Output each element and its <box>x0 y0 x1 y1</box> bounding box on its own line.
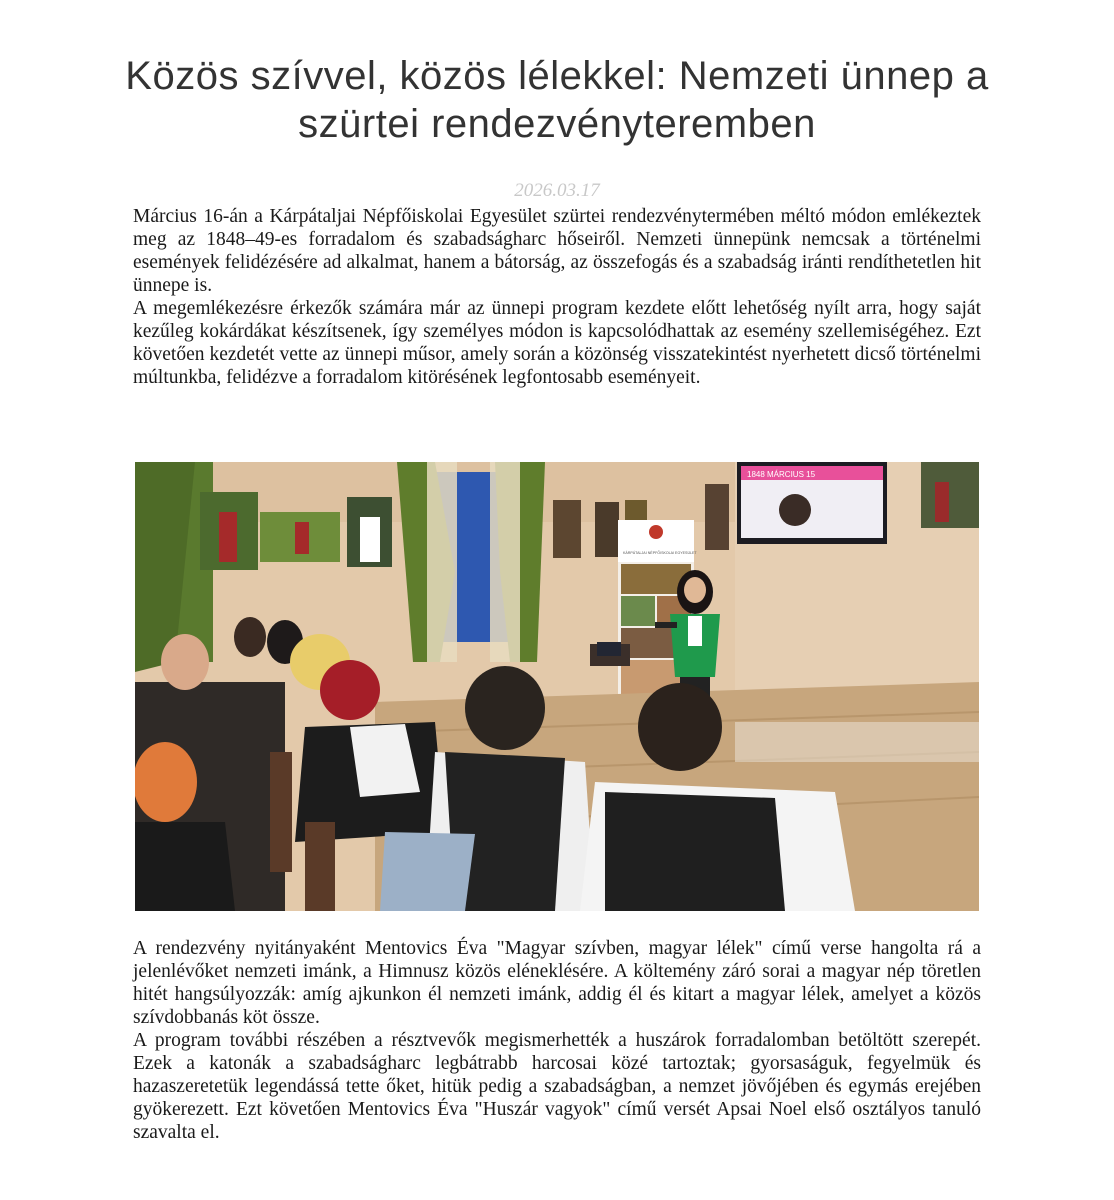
audience-head <box>320 660 380 720</box>
screen-text: 1848 MÁRCIUS 15 <box>747 470 816 479</box>
paragraph: A rendezvény nyitányaként Mentovics Éva "Magyar szívben, magyar lélek" című verse hangolta rá a jelenlévőket nemzeti imánk, a Himnusz közös eléneklésére. A költemény záró sorai a magyar nép töretlen hitét hangsúlyozzák: amíg ajkunkon él nemzeti imánk, addig él és kitart a magyar lélek, amelyet a közös szívdobbanás köt össze. <box>133 938 981 1028</box>
banner-text: KÁRPÁTALJAI NÉPFŐISKOLAI EGYESÜLET <box>623 551 697 555</box>
wall-photo <box>625 500 647 522</box>
chair <box>270 752 292 872</box>
wall-photo <box>705 484 729 550</box>
article-body-top <box>133 205 981 389</box>
event-photo <box>135 462 979 911</box>
article-title: Közös szívvel, közös lélekkel: Nemzeti ünnep a szürtei rendezvényteremben <box>125 54 989 146</box>
wall-photo <box>553 500 581 558</box>
audience-head <box>638 683 722 771</box>
audience-head <box>234 617 266 657</box>
wall-photo <box>595 502 619 557</box>
audience-child-head <box>135 742 197 822</box>
chair <box>305 822 335 911</box>
article-body-bottom <box>133 937 981 1144</box>
audience-head <box>161 634 209 690</box>
audience-jacket <box>380 832 475 911</box>
audience-head <box>465 666 545 750</box>
event-photo-illustration <box>135 462 979 911</box>
paragraph: Március 16-án a Kárpátaljai Népfőiskolai Egyesület szürtei rendezvénytermében méltó módon emlékeztek meg az 1848–49-es forradalom és szabadságharc hőseiről. Nemzeti ünnepünk nemcsak a történelmi események felidézésére ad alkalmat, hanem a bátorság, az összefogás és a szabadság iránti rendíthetetlen hit ünnepe is. <box>133 206 981 296</box>
paragraph: A program további részében a résztvevők megismerhették a huszárok forradalomban betöltött szerepét. Ezek a katonák a szabadságharc legbátrabb harcosai közé tartoztak; gyorsaságuk, fegyelmük és hazaszeretetük legendássá tette őket, hitük pedig a szabadságban, a nemzet jövőjében és egymás erejében gyökerezett. Ezt követően Mentovics Éva "Huszár vagyok" című versét Apsai Noel első osztályos tanuló szavalta el. <box>133 1030 981 1143</box>
paragraph: A megemlékezésre érkezők számára már az ünnepi program kezdete előtt lehetőség nyílt arra, hogy saját kezűleg kokárdákat készítsenek, így személyes módon is kapcsolódhattak az esemény szellemiségéhez. Ezt követően kezdetét vette az ünnepi műsor, amely során a közönség visszatekintést nyerhetett dicső történelmi múltunkba, felidézve a forradalom kitörésének legfontosabb eseményeit. <box>133 298 981 388</box>
article-date: 2026.03.17 <box>514 180 600 201</box>
wall-photo <box>921 462 979 528</box>
